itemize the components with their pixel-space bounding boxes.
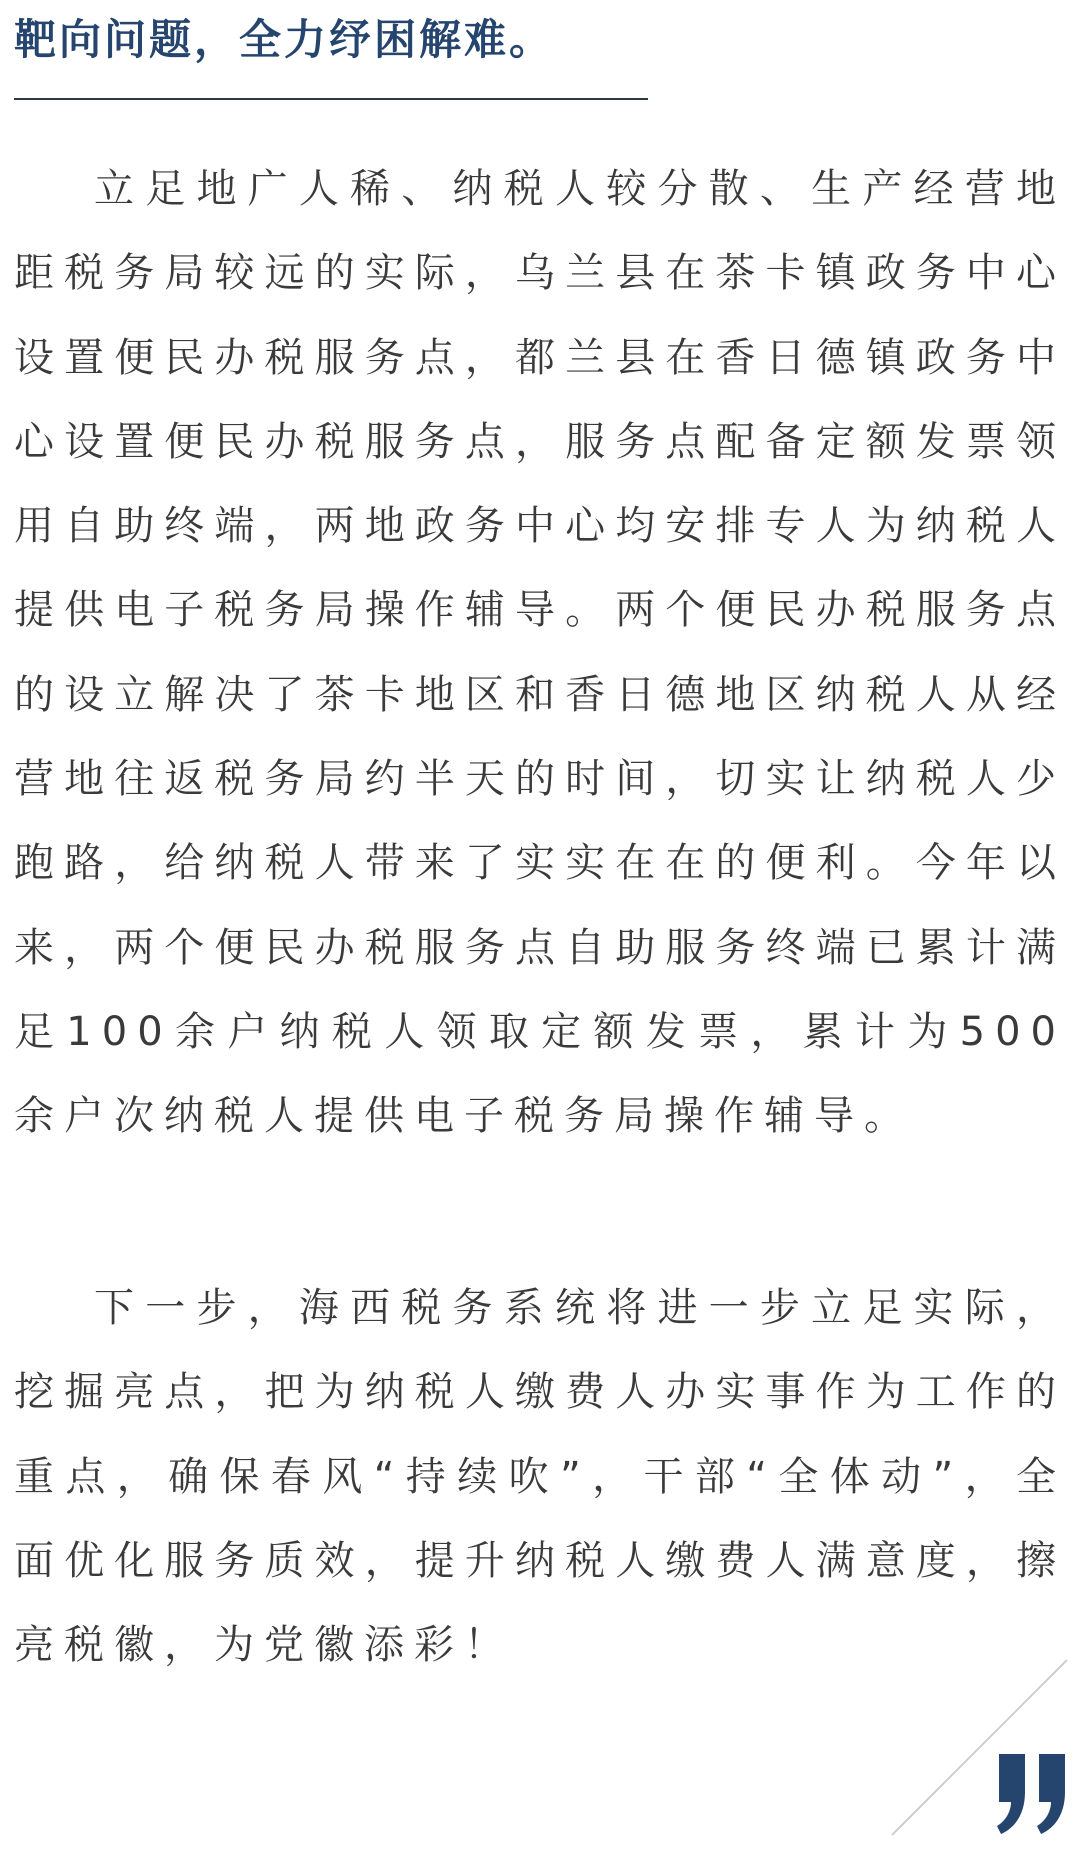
body-paragraph-1: 立足地广人稀、纳税人较分散、生产经营地距税务局较远的实际，乌兰县在茶卡镇政务中心设置便民办税服务点，都兰县在香日德镇政务中心设置便民办税服务点，服务点配备定额发票领用自助终端，两地政务中心均安排专人为纳税人提供电子税务局操作辅导。两个便民办税服务点的设立解决了茶卡地区和香日德地区纳税人从经营地往返税务局约半天的时间，切实让纳税人少跑路，给纳税人带来了实实在在的便利。今年以来，两个便民办税服务点自助服务终端已累计满足100余户纳税人领取定额发票，累计为500余户次纳税人提供电子税务局操作辅导。 bbox=[14, 166, 1066, 1140]
heading-divider bbox=[14, 98, 648, 100]
closing-quote-icon bbox=[995, 1752, 1071, 1836]
section-heading-tail: 靶向问题，全力纾困解难。 bbox=[14, 15, 555, 64]
body-paragraph-2: 下一步，海西税务系统将进一步立足实际，挖掘亮点，把为纳税人缴费人办实事作为工作的重点，确保春风“持续吹”，干部“全体动”，全面优化服务质效，提升纳税人缴费人满意度，擦亮税徽，为党徽添彩！ bbox=[14, 1285, 1066, 1669]
